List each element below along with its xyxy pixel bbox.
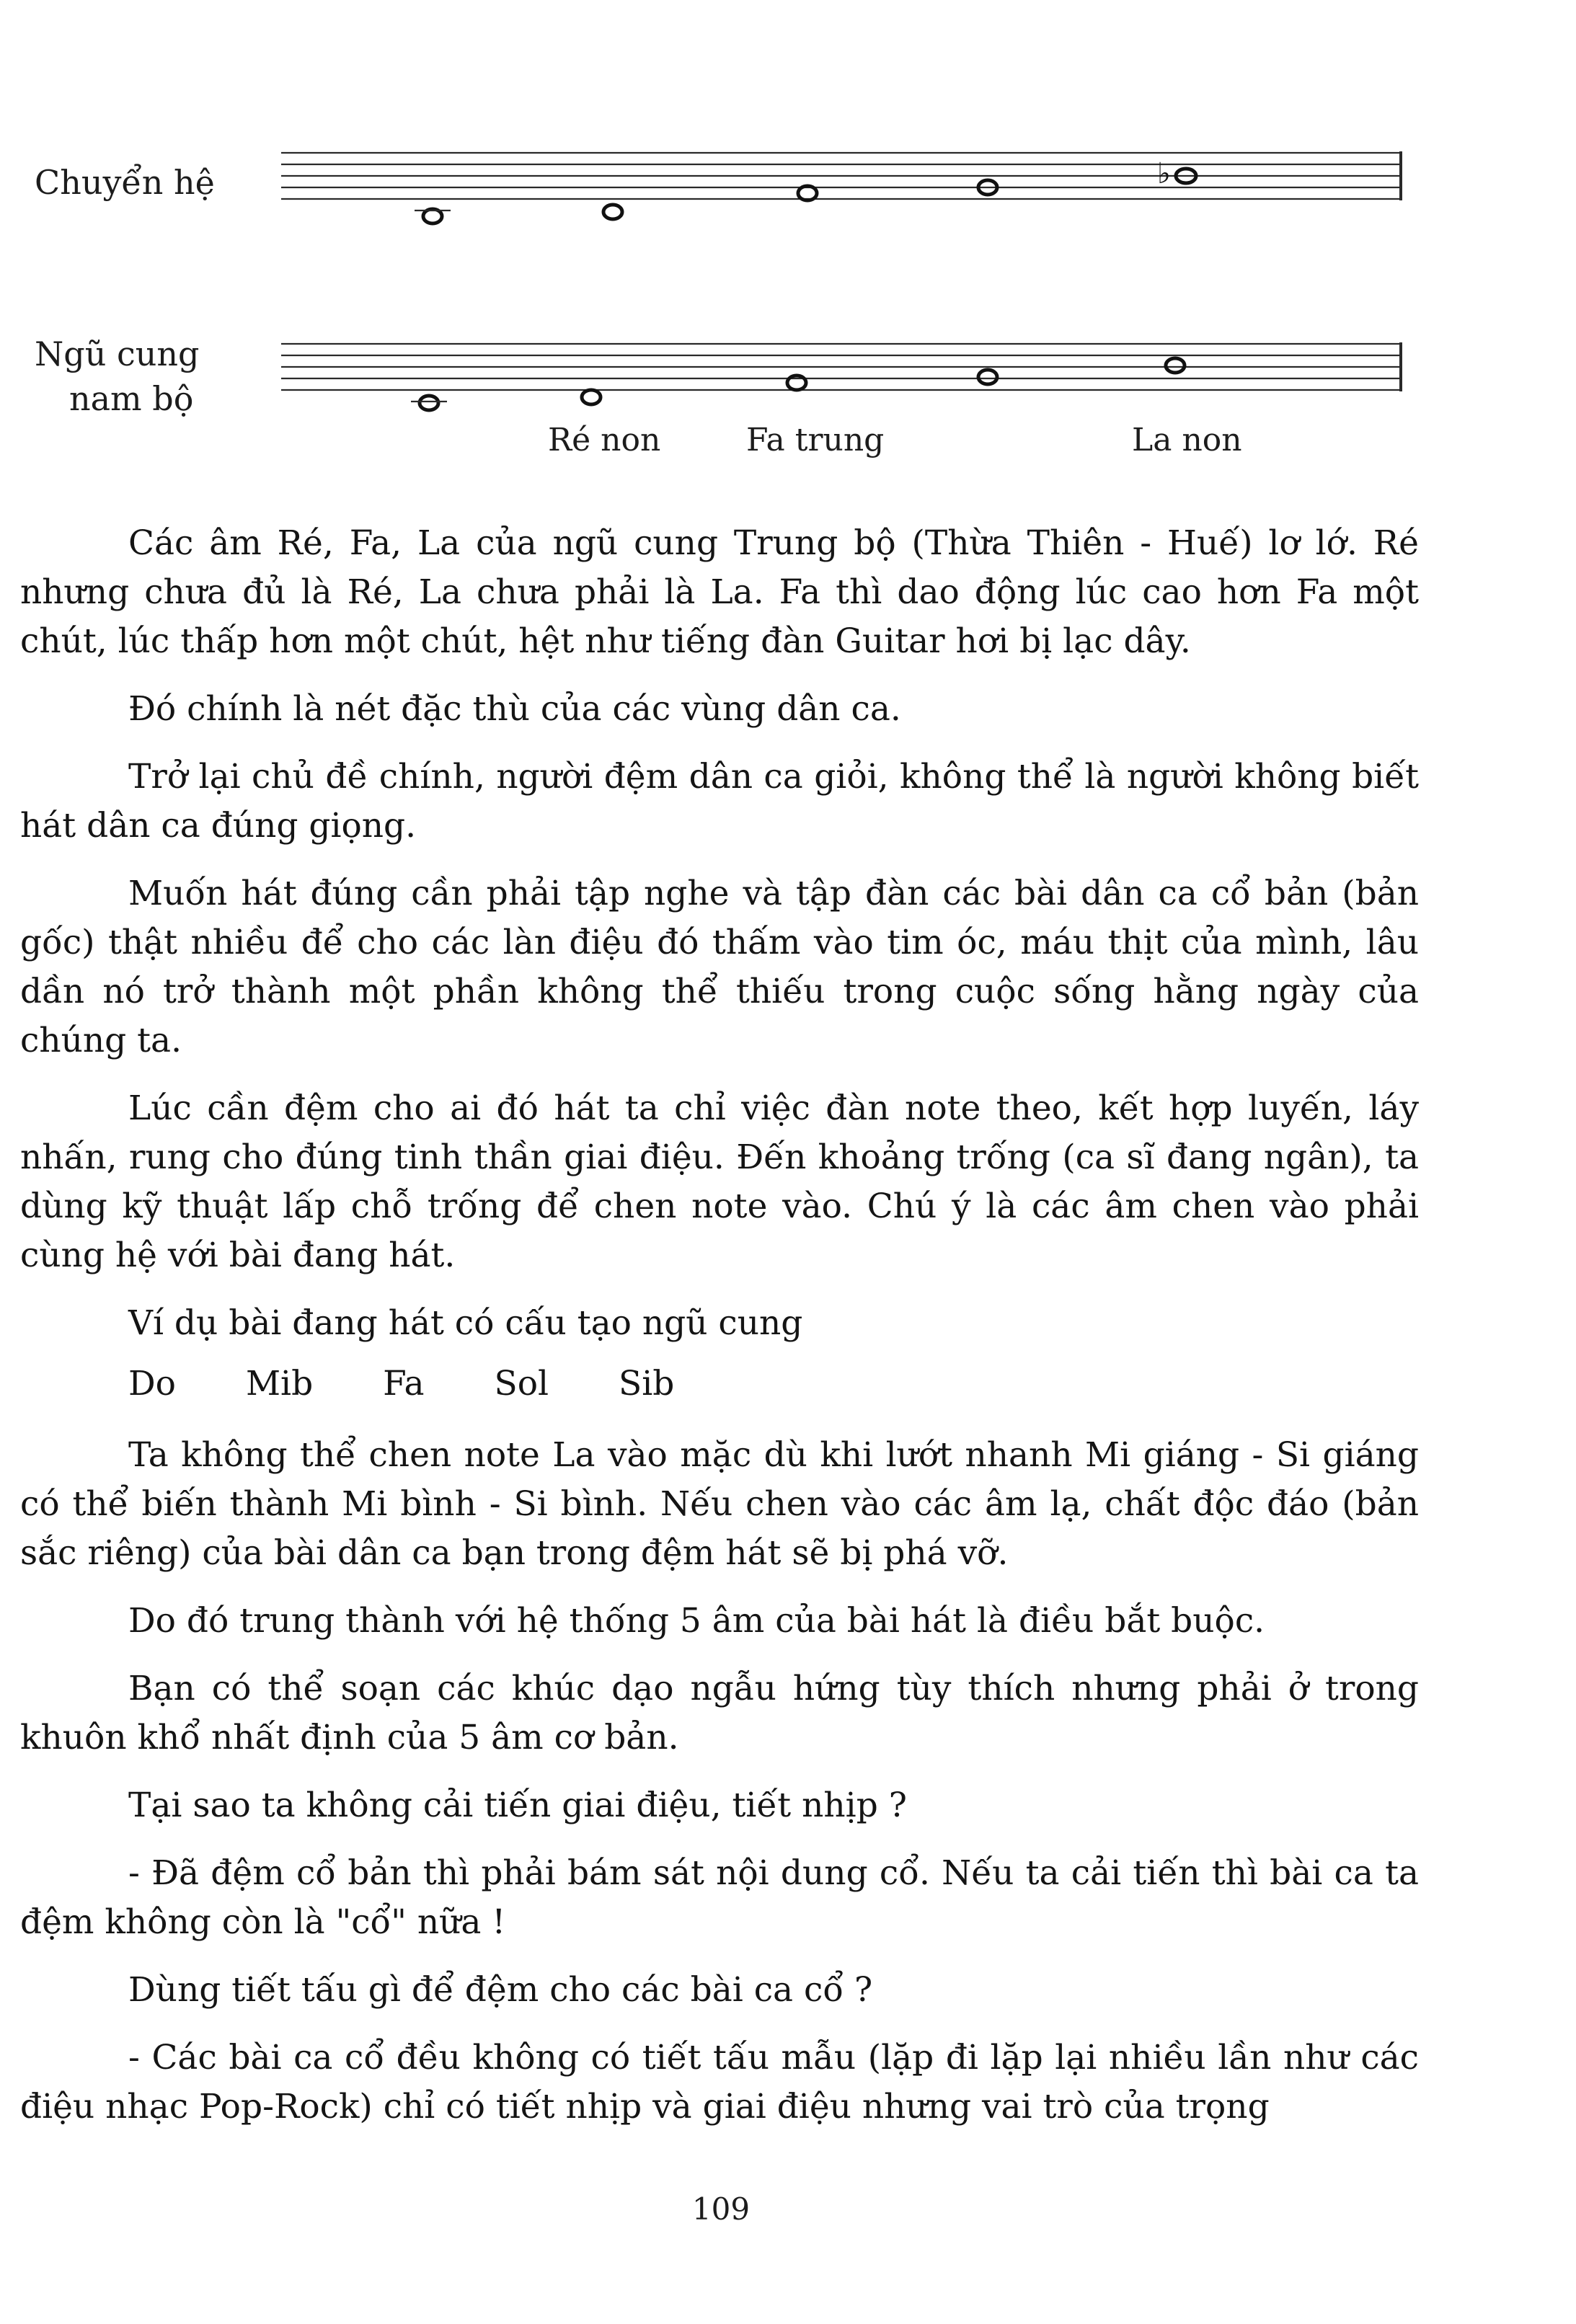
whole-note <box>1166 358 1185 373</box>
paragraph: Lúc cần đệm cho ai đó hát ta chỉ việc đàn note theo, kết hợp luyến, láy nhấn, rung cho đúng tinh thần giai điệu. Đến khoảng trống (ca sĩ đang ngân), ta dùng kỹ thuật lấp chỗ trống để chen note vào. Chú ý là các âm chen vào phải cùng hệ với bài đang hát. <box>20 1088 1419 1275</box>
staff-label-chuyen-he: Chuyển hệ <box>35 163 215 202</box>
whole-note <box>603 205 622 219</box>
note-label-la-non: La non <box>1132 422 1242 458</box>
paragraph: Các âm Ré, Fa, La của ngũ cung Trung bộ (Thừa Thiên - Huế) lơ lớ. Ré nhưng chưa đủ là Ré, La chưa phải là La. Fa thì dao động lúc cao hơn Fa một chút, lúc thấp hơn một chút, hệt như tiếng đàn Guitar hơi bị lạc dây. <box>20 523 1419 661</box>
paragraph: Trở lại chủ đề chính, người đệm dân ca giỏi, không thể là người không biết hát dân ca đúng giọng. <box>20 757 1419 846</box>
paragraph: Do đó trung thành với hệ thống 5 âm của bài hát là điều bắt buộc. <box>128 1601 1265 1641</box>
scale-note: Do <box>128 1364 176 1403</box>
paragraph: Dùng tiết tấu gì để đệm cho các bài ca cổ ? <box>128 1970 873 2010</box>
scale-note: Mib <box>245 1364 314 1403</box>
scale-notes-row <box>128 1360 733 1409</box>
paragraph: Tại sao ta không cải tiến giai điệu, tiết nhịp ? <box>128 1786 907 1825</box>
whole-note <box>978 370 997 384</box>
scale-note: Sol <box>494 1364 549 1403</box>
music-staff-chuyen-he <box>281 137 1406 238</box>
scale-note: Sib <box>619 1364 675 1403</box>
paragraph: - Các bài ca cổ đều không có tiết tấu mẫu (lặp đi lặp lại nhiều lần như các điệu nhạc Pop-Rock) chỉ có tiết nhịp và giai điệu nhưng vai trò của trọng <box>20 2038 1419 2126</box>
staff-label-ngu-cung-nam-bo: Ngũ cung nam bộ <box>35 334 200 418</box>
note-label-fa-trung: Fa trung <box>746 422 885 458</box>
scale-note: Fa <box>383 1364 425 1403</box>
paragraph: Ví dụ bài đang hát có cấu tạo ngũ cung <box>128 1303 803 1343</box>
paragraph: - Đã đệm cổ bản thì phải bám sát nội dung cổ. Nếu ta cải tiến thì bài ca ta đệm không còn là "cổ" nữa ! <box>20 1853 1419 1942</box>
paragraph: Bạn có thể soạn các khúc dạo ngẫu hứng tùy thích nhưng phải ở trong khuôn khổ nhất định của 5 âm cơ bản. <box>20 1669 1419 1757</box>
paragraph: Đó chính là nét đặc thù của các vùng dân ca. <box>128 689 901 729</box>
body-text-lower <box>20 1431 1419 2132</box>
body-text-upper <box>20 519 1419 1348</box>
note-label-re-non: Ré non <box>548 422 661 458</box>
music-staff-ngu-cung <box>281 328 1406 429</box>
page-number: 109 <box>691 2191 751 2227</box>
whole-note <box>420 396 438 410</box>
whole-note <box>582 390 601 404</box>
paragraph: Ta không thể chen note La vào mặc dù khi lướt nhanh Mi giáng - Si giáng có thể biến thành Mi bình - Si bình. Nếu chen vào các âm lạ, chất độc đáo (bản sắc riêng) của bài dân ca bạn trong đệm hát sẽ bị phá vỡ. <box>20 1435 1419 1573</box>
flat-sign: ♭ <box>1157 157 1171 190</box>
paragraph: Muốn hát đúng cần phải tập nghe và tập đàn các bài dân ca cổ bản (bản gốc) thật nhiều để cho các làn điệu đó thấm vào tim óc, máu thịt của mình, lâu dần nó trở thành một phần không thể thiếu trong cuộc sống hằng ngày của chúng ta. <box>20 874 1419 1060</box>
